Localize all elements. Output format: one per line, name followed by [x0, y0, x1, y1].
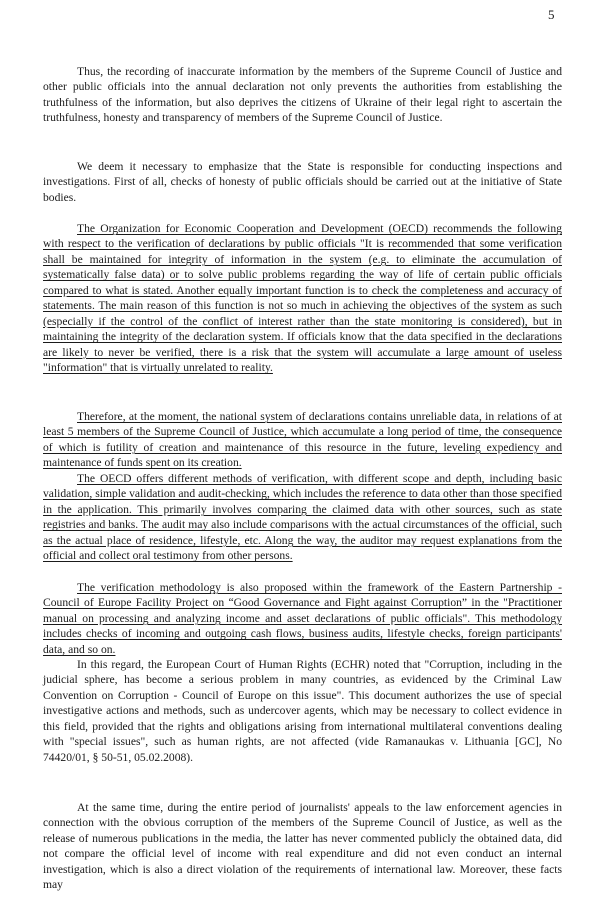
page-number: 5	[548, 7, 555, 22]
paragraph-text: At the same time, during the entire period of journalists' appeals to the law enforcement agencies in connection with the obvious corruption of the members of the Supreme Council of Justice, as well as the release of numerous publications in the media, the latter has never commented publicly the obtained data, did not compare the official level of income with real expenditure and did not even conduct an internal investigation, which is also a direct violation of the requirements of international law. Moreover, these facts may	[43, 801, 562, 892]
paragraph-text: In this regard, the European Court of Human Rights (ECHR) noted that "Corruption, including in the judicial sphere, has become a serious problem in many countries, as evidenced by the Criminal Law Convention on Corruption - Council of Europe on this issue". This document authorizes the use of special investigative actions and methods, such as undercover agents, which may be necessary to collect evidence in this field, provided that the rights and obligations arising from international multilateral conventions dealing with "special issues", such as human rights, are not affected (vide Ramanaukas v. Lithuania [GC], No 74420/01, § 50-51, 05.02.2008).	[43, 658, 562, 764]
paragraph-oecd-recommendation	[43, 221, 562, 376]
paragraph-text: Thus, the recording of inaccurate information by the members of the Supreme Council of Justice and other public officials into the annual declaration not only prevents the authorities from establishing the truthfulness of the information, but also deprives the citizens of Ukraine of their legal right to ascertain the truthfulness, honesty and transparency of members of the Supreme Council of Justice.	[43, 65, 562, 125]
paragraph-text: We deem it necessary to emphasize that the State is responsible for conducting inspections and investigations. First of all, checks of honesty of public officials should be carried out at the initiative of State bodies.	[43, 160, 562, 204]
paragraph-verification-methodology	[43, 580, 562, 657]
paragraph-echr	[43, 657, 562, 765]
paragraph-text-underlined: The OECD offers different methods of verification, with different scope and depth, including basic validation, simple validation and audit-checking, which includes the reference to data other than those specified in the application. This primarily involves comparing the claimed data with other sources, such as state registries and banks. The audit may also include comparisons with the actual circumstances of the official, such as the actual place of residence, lifestyle, etc. Along the way, the auditor may request explanations from the official and collect oral testimony from other persons.	[43, 472, 562, 563]
paragraph-oecd-methods	[43, 471, 562, 564]
paragraph-inaccurate-information	[43, 64, 562, 126]
paragraph-national-declarations	[43, 409, 562, 471]
paragraph-state-responsibility	[43, 159, 562, 205]
paragraph-text-underlined: The Organization for Economic Cooperation and Development (OECD) recommends the following with respect to the verification of declarations by public officials "It is recommended that some verification shall be maintained for integrity of information in the system (e.g. to eliminate the accumulation of systematically false data) or to solve public problems regarding the way of life of certain public officials compared to what is stated. Another equally important function is to check the completeness and accuracy of statements. The main reason of this function is not so much in achieving the objectives of the system as such (especially if the control of the conflict of interest rather than the state monitoring is considered), but in maintaining the integrity of the declaration system. If officials know that the data specified in the declarations are likely to never be verified, there is a risk that the system will accumulate a large amount of useless "information" that is virtually unrelated to reality.	[43, 222, 562, 375]
paragraph-text-underlined: Therefore, at the moment, the national system of declarations contains unreliable data, in relations of at least 5 members of the Supreme Council of Justice, which accumulate a long period of time, the consequence of which is futility of creation and maintenance of this resource in the future, leveling expediency and maintenance of funds spent on its creation.	[43, 410, 562, 470]
paragraph-journalists-appeals	[43, 800, 562, 893]
paragraph-text-underlined: The verification methodology is also proposed within the framework of the Eastern Partnership - Council of Europe Facility Project on “Good Governance and Fight against Corruption” in the "Practitioner manual on processing and analyzing income and asset declarations of public officials". This methodology includes checks of incoming and outgoing cash flows, business audits, lifestyle checks, foreign participants' data, and so on.	[43, 581, 562, 656]
